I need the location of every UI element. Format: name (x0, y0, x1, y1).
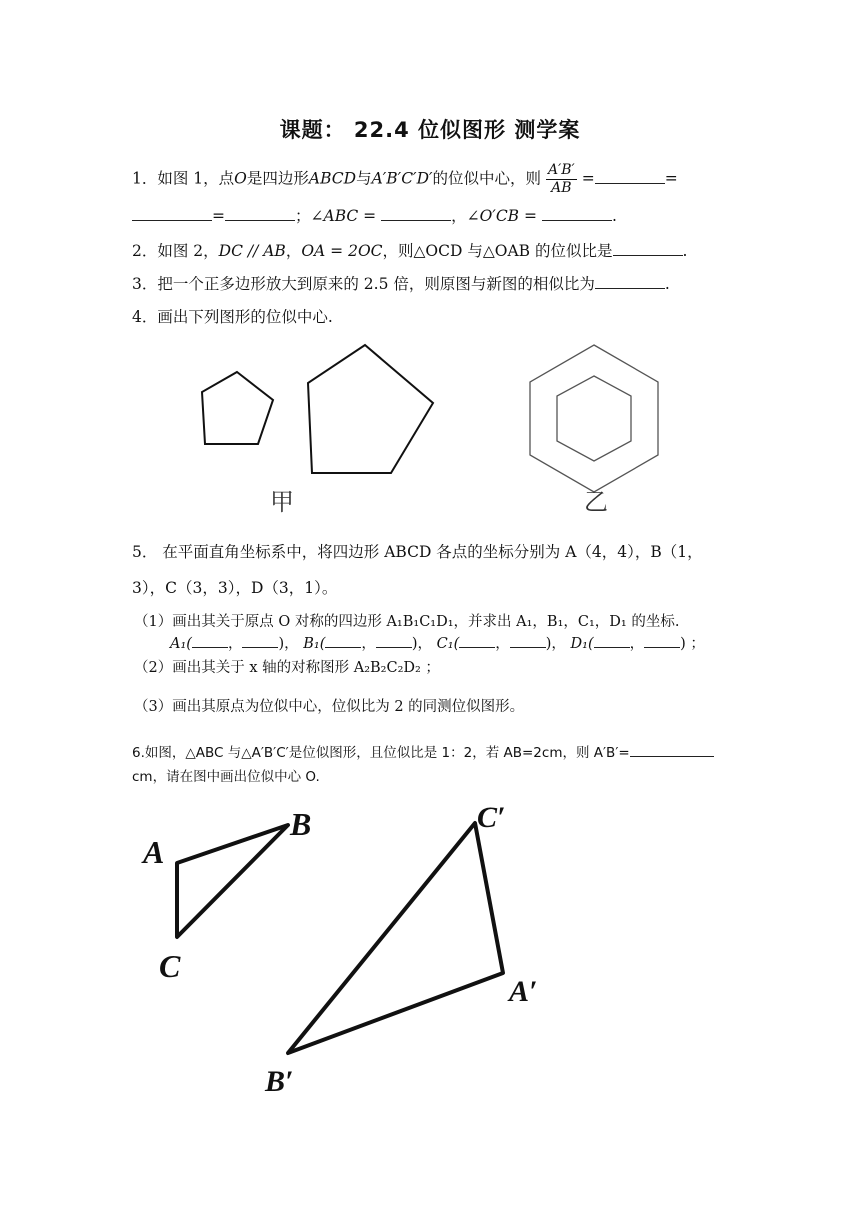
label-a: A (143, 834, 165, 870)
q6-text-1: 6.如图，△ABC 与△A′B′C′是位似图形，且位似比是 1：2，若 AB=2cm，则 A′B′= (132, 745, 630, 761)
b1-label: B₁( (303, 636, 326, 652)
small-pentagon (202, 372, 273, 444)
q1-blank-3[interactable] (225, 206, 295, 221)
d1-sep: ， (629, 636, 645, 652)
b1-sep: ， (361, 636, 376, 652)
q1-blank-1[interactable] (595, 169, 665, 184)
q1-fraction (546, 162, 577, 197)
q2-comma: ， (285, 242, 302, 260)
q1-fraction-denominator: AB (551, 180, 572, 196)
label-c-prime: C′ (477, 801, 506, 834)
a1-sep: ， (227, 636, 243, 652)
c1-sep: ， (495, 636, 510, 652)
b1-y-blank[interactable] (376, 633, 412, 648)
q1-with: 与 (356, 169, 372, 188)
q1-prefix: 1．如图 1，点 (132, 169, 235, 188)
q1-angle-abc: ∠ABC = (310, 207, 377, 225)
q6-figure (125, 795, 555, 1105)
label-a-prime: A′ (509, 975, 538, 1008)
q1-mid: 是四边形 (246, 169, 309, 188)
q2-blank[interactable] (613, 241, 683, 256)
q1-semicolon: ； (295, 207, 311, 225)
q3-blank[interactable] (595, 274, 665, 289)
question-1-line-1 (132, 162, 678, 197)
q1-blank-2[interactable] (132, 206, 212, 221)
q6-line-1 (132, 741, 714, 761)
b1-close: )， (411, 636, 433, 652)
q1-period: . (611, 207, 617, 225)
label-yi: 乙 (584, 488, 608, 516)
d1-x-blank[interactable] (594, 633, 630, 648)
a1-x-blank[interactable] (192, 633, 228, 648)
c1-close: )， (545, 636, 566, 652)
q6-blank[interactable] (630, 742, 714, 757)
q5-sub-1: （1）画出其关于原点 O 对称的四边形 A₁B₁C₁D₁，并求出 A₁，B₁，C₁，D₁ 的坐标. (134, 614, 680, 630)
q2-condition-1: DC // AB (218, 242, 286, 260)
label-b: B (290, 806, 312, 842)
d1-close: ) ； (680, 636, 705, 652)
q6-line-2: cm，请在图中画出位似中心 O. (132, 769, 320, 785)
q1-fraction-numerator: A′B′ (547, 162, 575, 178)
q1-eq-2: = (664, 169, 678, 188)
q5-coordinate-blanks (170, 632, 705, 653)
q3-period: . (664, 275, 670, 293)
q5-sub-3: （3）画出其原点为位似中心，位似比为 2 的同测位似图形。 (134, 699, 525, 715)
q1-blank-5[interactable] (542, 206, 612, 221)
q1-angle-ocb: ∠O′CB = (466, 207, 537, 225)
q1-eq-1: = (581, 169, 595, 188)
question-1-line-2 (132, 204, 617, 226)
q2-prefix: 2．如图 2， (132, 242, 219, 260)
q1-center-text: 的位似中心，则 (432, 169, 542, 188)
q1-eq-3: = (212, 207, 225, 225)
large-pentagon (308, 345, 433, 473)
triangle-abc-prime (288, 823, 503, 1053)
inner-hexagon (557, 376, 631, 461)
q1-abcd-prime: A′B′C′D′ (371, 169, 433, 188)
a1-y-blank[interactable] (242, 633, 278, 648)
d1-label: D₁( (570, 636, 594, 652)
d1-y-blank[interactable] (644, 633, 680, 648)
q5-line-1: 5． 在平面直角坐标系中，将四边形 ABCD 各点的坐标分别为 A（4，4），B（1， (132, 543, 703, 561)
c1-y-blank[interactable] (510, 633, 546, 648)
question-4: 4．画出下列图形的位似中心. (132, 308, 333, 326)
a1-label: A₁( (170, 636, 192, 652)
q2-period: . (682, 242, 688, 260)
q5-line-2: 3），C（3，3），D（3，1）。 (132, 579, 338, 597)
q2-condition-2: OA = 2OC (301, 242, 383, 260)
page-title: 课题： 22.4 位似图形 测学案 (279, 118, 581, 142)
label-c: C (159, 948, 181, 984)
b1-x-blank[interactable] (325, 633, 361, 648)
question-3 (132, 272, 670, 294)
q1-point-o: O (234, 169, 247, 188)
q1-abcd: ABCD (308, 169, 357, 188)
c1-x-blank[interactable] (459, 633, 495, 648)
q2-mid: ，则△OCD 与△OAB 的位似比是 (382, 242, 613, 260)
label-jia: 甲 (270, 488, 294, 516)
question-2 (132, 239, 687, 261)
label-b-prime: B′ (265, 1065, 294, 1098)
q1-blank-4[interactable] (381, 206, 451, 221)
outer-hexagon (530, 345, 658, 492)
q5-sub-2: （2）画出其关于 x 轴的对称图形 A₂B₂C₂D₂ ； (134, 660, 440, 676)
c1-label: C₁( (436, 636, 460, 652)
q1-comma: ， (451, 207, 467, 225)
a1-close: )， (278, 636, 299, 652)
triangle-abc (177, 825, 288, 937)
q3-text: 3．把一个正多边形放大到原来的 2.5 倍，则原图与新图的相似比为 (132, 275, 595, 293)
